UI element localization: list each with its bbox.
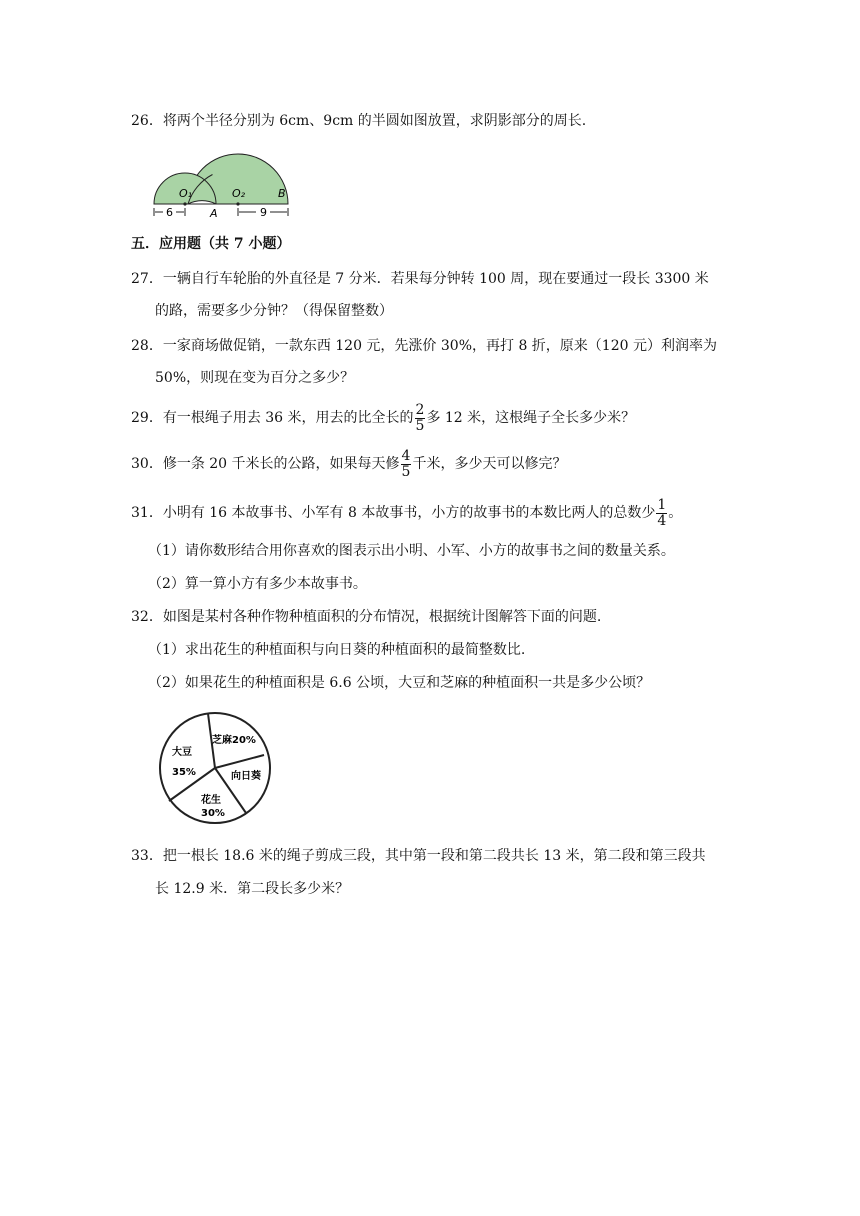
question-31-sub1: （1）请你数形结合用你喜欢的图表示出小明、小军、小方的故事书之间的数量关系。 [148,543,675,559]
question-27-line1: 27．一辆自行车轮胎的外直径是 7 分米．若果每分钟转 100 周，现在要通过一段长 3300 米 [131,271,709,287]
slice-value-soybean: 35% [172,767,196,778]
question-29-after: 多 12 米，这根绳子全长多少米？ [426,410,636,426]
slice-label-sesame: 芝麻20% [212,735,256,746]
fraction-1-4: $\frac{1}{4}$ [657,496,667,529]
question-30 [131,447,566,481]
semicircles-figure [148,150,298,222]
question-28-line1: 28．一家商场做促销，一款东西 120 元，先涨价 30%，再打 8 折，原来（120 元）利润率为 [131,338,717,354]
label-o2: O₂ [232,187,246,200]
section-heading: 五．应用题（共 7 小题） [131,236,291,252]
question-31-before: 31．小明有 16 本故事书、小军有 8 本故事书，小方的故事书的本数比两人的总数少 [131,505,656,521]
question-30-after: 千米，多少天可以修完？ [412,456,567,472]
question-29 [131,401,635,435]
slice-label-peanut: 花生 [201,795,221,806]
crop-area-pie-chart [156,708,276,828]
label-o1: O₁ [179,187,193,200]
question-27-line2: 的路，需要多少分钟？（得保留整数） [155,303,393,319]
label-a: A [210,207,218,220]
question-31-after: 。 [668,505,683,521]
question-30-before: 30．修一条 20 千米长的公路，如果每天修 [131,456,400,472]
question-32-sub2: （2）如果花生的种植面积是 6.6 公顷，大豆和芝麻的种植面积一共是多少公顷？ [148,675,651,691]
slice-label-sunflower: 向日葵 [231,771,261,782]
fraction-2-5: $\frac{2}{5}$ [415,401,425,434]
dim-9: 9 [260,206,267,219]
label-b: B [278,187,286,200]
question-28-line2: 50%，则现在变为百分之多少？ [155,370,355,386]
slice-value-peanut: 30% [201,808,225,819]
question-29-before: 29．有一根绳子用去 36 米，用去的比全长的 [131,410,414,426]
question-33-line1: 33．把一根长 18.6 米的绳子剪成三段，其中第一段和第二段共长 13 米，第二段和第三段共 [131,848,706,864]
question-31-sub2: （2）算一算小方有多少本故事书。 [148,576,367,592]
question-32-sub1: （1）求出花生的种植面积与向日葵的种植面积的最简整数比. [148,642,526,658]
dim-6: 6 [166,206,173,219]
question-32-text: 32．如图是某村各种作物种植面积的分布情况，根据统计图解答下面的问题. [131,609,602,625]
slice-label-soybean: 大豆 [172,747,192,758]
question-33-line2: 长 12.9 米．第二段长多少米？ [155,881,350,897]
fraction-4-5: $\frac{4}{5}$ [401,447,411,480]
question-31 [131,496,682,530]
question-26-text: 26．将两个半径分别为 6cm、9cm 的半圆如图放置，求阴影部分的周长. [131,113,587,129]
